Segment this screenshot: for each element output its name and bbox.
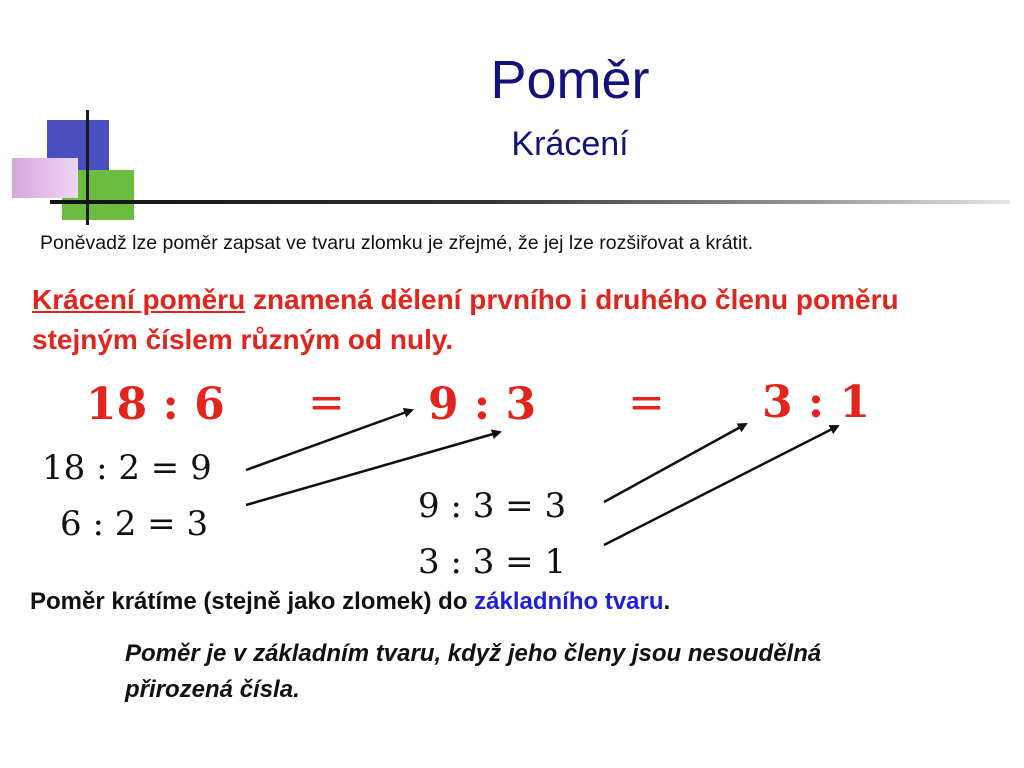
calc-3-div-3: 3 : 3 = 1 bbox=[418, 542, 567, 582]
ratio-18-6: 18 : 6 bbox=[86, 379, 225, 430]
equals-sign-2: = bbox=[628, 377, 665, 428]
arrow-3-to-1 bbox=[604, 426, 838, 545]
arrow-18-to-9 bbox=[246, 410, 412, 470]
note-highlight: základního tvaru bbox=[474, 588, 664, 615]
note-before: Poměr krátíme (stejně jako zlomek) do bbox=[30, 588, 475, 615]
calc-6-div-2: 6 : 2 = 3 bbox=[60, 504, 209, 544]
arrow-9-to-3 bbox=[604, 424, 746, 502]
calc-18-div-2: 18 : 2 = 9 bbox=[42, 448, 212, 488]
definition-term: Krácení poměru bbox=[32, 284, 246, 315]
intro-text: Poněvadž lze poměr zapsat ve tvaru zlomku je zřejmé, že jej lze rozšiřovat a krátit. bbox=[40, 232, 754, 254]
ratio-3-1: 3 : 1 bbox=[762, 377, 871, 428]
basic-form-definition: Poměr je v základním tvaru, když jeho členy jsou nesoudělná přirozená čísla. bbox=[125, 640, 822, 703]
equals-sign-1: = bbox=[308, 377, 345, 428]
reduction-note bbox=[30, 588, 1010, 616]
slide-title: Poměr bbox=[490, 50, 650, 110]
calc-9-div-3: 9 : 3 = 3 bbox=[418, 486, 567, 526]
definition-rest: znamená dělení prvního i druhého členu poměru stejným číslem různým od nuly. bbox=[32, 284, 899, 355]
arrow-6-to-3 bbox=[246, 432, 500, 505]
slide-subtitle: Krácení bbox=[511, 125, 629, 163]
ratio-9-3: 9 : 3 bbox=[428, 379, 537, 430]
note-after: . bbox=[663, 588, 671, 615]
